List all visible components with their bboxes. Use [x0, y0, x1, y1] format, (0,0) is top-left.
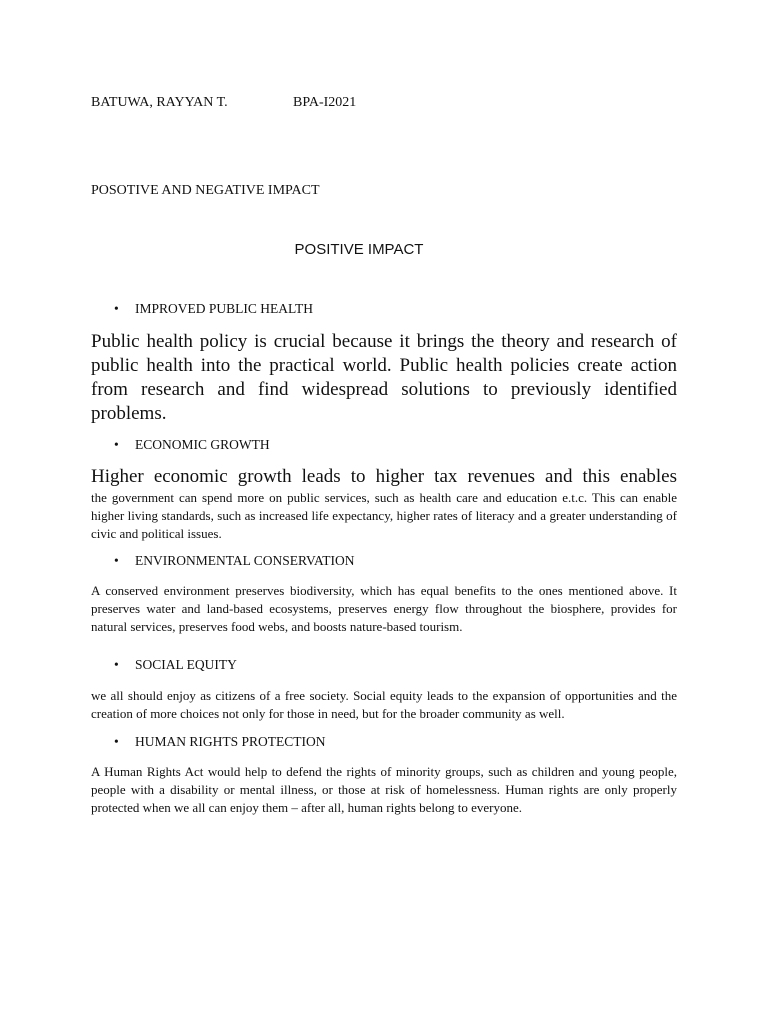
paragraph-body: the government can spend more on public services, such as health care and education e.t.c. This can enable higher living standards, such as increased life expectancy, higher rates of literacy and a greater understanding of civic and political issues.: [91, 490, 677, 541]
paragraph-human-rights: A Human Rights Act would help to defend the rights of minority groups, such as children and young people, people with a disability or mental illness, or those at risk of homelessness. Human rights are only properly protected when we all can enjoy them – after all, human rights belong to everyone.: [91, 764, 677, 815]
paragraph-environmental: A conserved environment preserves biodiversity, which has equal benefits to the ones mentioned above. It preserves water and land-based ecosystems, preserves energy flow throughout the biosphere, provides for natural services, preserves food webs, and boosts nature-based tourism.: [91, 583, 677, 634]
paragraph-economic-growth: [91, 465, 677, 543]
bullet-icon: •: [114, 734, 119, 749]
student-code: BPA-I2021: [293, 95, 357, 110]
bullet-icon: •: [114, 657, 119, 672]
section-heading: POSITIVE IMPACT: [294, 241, 424, 258]
bullet-heading: SOCIAL EQUITY: [135, 657, 237, 672]
bullet-heading: ECONOMIC GROWTH: [135, 437, 270, 452]
bullet-heading: HUMAN RIGHTS PROTECTION: [135, 734, 326, 749]
paragraph-public-health: Public health policy is crucial because it brings the theory and research of public health into the practical world. Public health policies create action from research and find widespread solutions to previously identified problems.: [91, 331, 677, 424]
bullet-icon: •: [114, 301, 119, 316]
bullet-icon: •: [114, 553, 119, 568]
author-name: BATUWA, RAYYAN T.: [91, 95, 228, 110]
bullet-icon: •: [114, 437, 119, 452]
paragraph-lead: Higher economic growth leads to higher tax revenues and this enables: [91, 466, 677, 487]
paragraph-social-equity: we all should enjoy as citizens of a free society. Social equity leads to the expansion of opportunities and the creation of more choices not only for those in need, but for the broader community as well.: [91, 688, 677, 721]
bullet-heading: ENVIRONMENTAL CONSERVATION: [135, 553, 355, 568]
document-title: POSOTIVE AND NEGATIVE IMPACT: [91, 183, 320, 198]
bullet-heading: IMPROVED PUBLIC HEALTH: [135, 301, 314, 316]
